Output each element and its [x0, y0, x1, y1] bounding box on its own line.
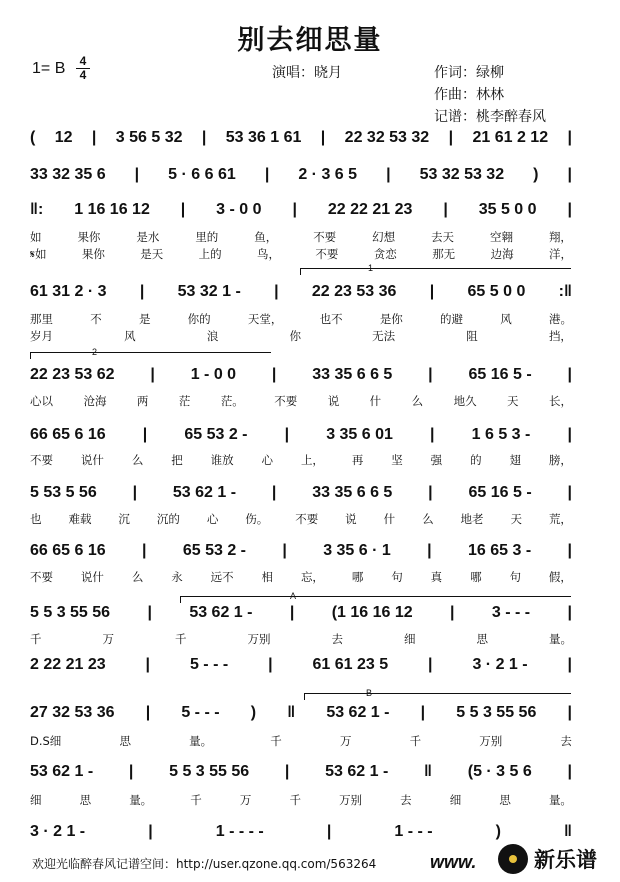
notation-row — [30, 282, 572, 302]
barline: | — [142, 426, 148, 443]
measure-notes: 3 35 6 · 1 — [323, 542, 391, 559]
lyric-syllable: 边海 — [490, 247, 514, 261]
logo-text: 新乐谱 — [534, 848, 597, 872]
measure-notes: 22 32 53 32 — [344, 129, 430, 146]
lyric-syllable: 量。 — [189, 734, 213, 748]
lyric-syllable: 是水 — [136, 230, 160, 244]
lyric-syllable: 去 — [331, 632, 343, 646]
lyric-syllable: 去天 — [431, 230, 455, 244]
barline: | — [264, 166, 270, 183]
lyric-syllable: 万别 — [479, 734, 503, 748]
barline: | — [386, 166, 391, 183]
measure-notes: 1 6 5 3 - — [471, 426, 531, 443]
lyric-syllable: 去 — [560, 734, 572, 748]
measure-notes: 16 65 3 - — [468, 542, 532, 559]
time-signature — [76, 56, 90, 81]
vinyl-disc-icon — [498, 844, 528, 874]
lyric-syllable: 么 — [131, 453, 144, 467]
barline: | — [428, 656, 433, 673]
lyric-syllable: 什 — [383, 512, 396, 526]
lyric-syllable: 思 — [119, 734, 131, 748]
lyric-syllable: 港。 — [548, 312, 572, 326]
measure-notes: 53 32 1 - — [177, 283, 241, 300]
lyric-syllable: 阻 — [466, 329, 478, 343]
lyric-syllable: 量。 — [548, 793, 572, 807]
barline: | — [567, 704, 572, 721]
lyric-syllable: 细 — [449, 793, 462, 807]
lyric-row — [30, 631, 572, 647]
volta-2-bracket — [30, 352, 271, 359]
barline: ) — [250, 704, 257, 721]
measure-notes: 1 - - - - — [215, 823, 264, 840]
barline: | — [326, 823, 332, 840]
measure-notes: 5 · 6 6 61 — [168, 166, 236, 183]
lyric-syllable: 强 — [430, 453, 443, 467]
lyric-syllable: 浪 — [206, 329, 219, 343]
lyric-syllable: 沧海 — [83, 394, 107, 408]
lyric-syllable: 量。 — [549, 632, 572, 646]
lyric-row — [30, 733, 572, 749]
lyric-syllable: 忘， — [300, 570, 324, 584]
lyric-syllable: 万 — [239, 793, 252, 807]
barline: | — [567, 366, 572, 383]
lyric-syllable: 是天 — [140, 247, 164, 261]
barline: | — [284, 763, 290, 780]
notation-row — [30, 200, 572, 220]
lyric-row — [30, 246, 572, 262]
lyric-syllable: 思 — [499, 793, 511, 807]
lyric-syllable: 句 — [509, 570, 521, 584]
volta-1-bracket — [300, 268, 571, 275]
measure-notes: 33 35 6 6 5 — [312, 484, 393, 501]
measure-notes: 5 - - - — [181, 704, 220, 721]
lyric-syllable: 心 — [206, 512, 219, 526]
measure-notes: 61 31 2 · 3 — [30, 283, 107, 300]
lyricist-credit: 作词：绿柳 — [434, 65, 504, 81]
measure-notes: 22 22 21 23 — [327, 201, 413, 218]
lyric-syllable: 远不 — [210, 570, 234, 584]
measure-notes: 1 - - - — [394, 823, 433, 840]
notation-row — [30, 541, 572, 561]
measure-notes: 2 22 21 23 — [30, 656, 106, 673]
measure-notes: 3 · 2 1 - — [472, 656, 528, 673]
lyric-row — [30, 569, 572, 585]
lyric-syllable: 贪恋 — [373, 247, 397, 261]
lyric-syllable: 天 — [510, 512, 522, 526]
lyric-syllable: 的避 — [440, 312, 464, 326]
barline: | — [428, 484, 433, 501]
lyric-syllable: 上的 — [198, 247, 222, 261]
measure-notes: 3 - - - — [491, 604, 531, 621]
notation-row — [30, 425, 572, 445]
lyric-syllable: 心 — [261, 453, 274, 467]
lyric-syllable: 万别 — [247, 632, 271, 646]
notation-row — [30, 483, 572, 503]
barline: | — [289, 604, 295, 621]
measure-notes: 65 16 5 - — [468, 484, 532, 501]
barline: | — [567, 763, 572, 780]
measure-notes: (5 · 3 5 6 — [467, 763, 532, 780]
lyric-syllable: 地久 — [453, 394, 477, 408]
measure-notes: 66 65 6 16 — [30, 426, 106, 443]
measure-notes: 53 62 1 - — [326, 704, 390, 721]
barline: ‖: — [30, 201, 44, 218]
barline: | — [201, 129, 207, 146]
lyric-row — [30, 511, 572, 527]
lyric-syllable: 千 — [190, 793, 202, 807]
lyric-syllable: 你 — [289, 329, 301, 343]
composer-credit: 作曲：林林 — [434, 87, 504, 103]
lyric-syllable: 千 — [175, 632, 187, 646]
measure-notes: 61 61 23 5 — [312, 656, 389, 673]
lyric-syllable: 茫。 — [220, 394, 244, 408]
measure-notes: 65 53 2 - — [184, 426, 248, 443]
measure-notes: 12 — [54, 129, 73, 146]
measure-notes: 65 16 5 - — [468, 366, 532, 383]
measure-notes: 5 5 3 55 56 — [456, 704, 537, 721]
barline: | — [443, 201, 448, 218]
barline: | — [268, 656, 273, 673]
lyric-syllable: 不要 — [30, 453, 53, 467]
volta-2-label: 2 — [92, 347, 98, 357]
brand-logo — [498, 840, 616, 878]
lyric-syllable: 不要 — [315, 247, 339, 261]
lyric-syllable: 句 — [391, 570, 403, 584]
notation-row — [30, 655, 572, 675]
notation-row — [30, 365, 572, 385]
notation-row — [30, 703, 572, 723]
lyric-syllable: 坚 — [391, 453, 403, 467]
watermark: www. — [430, 852, 477, 872]
measure-notes: 1 16 16 12 — [74, 201, 150, 218]
measure-notes: 27 32 53 36 — [30, 704, 115, 721]
lyric-syllable: 是你 — [379, 312, 403, 326]
measure-notes: 53 62 1 - — [172, 484, 237, 501]
measure-notes: (1 16 16 12 — [331, 604, 413, 621]
lyric-syllable: 说什 — [80, 453, 104, 467]
song-title: 别去细思量 — [237, 25, 383, 56]
barline: ‖ — [424, 763, 432, 780]
barline: | — [448, 129, 454, 146]
time-signature-bottom: 4 — [79, 68, 87, 82]
barline: | — [427, 542, 432, 559]
measure-notes: 53 32 53 32 — [419, 166, 505, 183]
barline: ‖ — [287, 704, 296, 721]
barline: | — [91, 129, 97, 146]
lyric-syllable: 量。 — [129, 793, 153, 807]
lyric-syllable: D.S细 — [30, 734, 62, 748]
notation-row — [30, 762, 572, 782]
lyric-syllable: 思 — [476, 632, 488, 646]
barline: | — [271, 484, 277, 501]
barline: | — [567, 656, 572, 673]
lyric-syllable: 万 — [339, 734, 352, 748]
lyric-syllable: 无法 — [372, 329, 396, 343]
barline: | — [134, 166, 140, 183]
lyric-syllable: 也 — [30, 512, 42, 526]
lyric-syllable: 岁月 — [30, 329, 53, 343]
notation-row — [30, 165, 572, 185]
lyric-syllable: 永 — [171, 570, 183, 584]
section-b-bracket — [304, 693, 571, 700]
lyric-syllable: 荒， — [548, 512, 572, 526]
barline: | — [567, 166, 572, 183]
lyric-syllable: 那无 — [432, 247, 456, 261]
measure-notes: 5 53 5 56 — [30, 484, 97, 501]
lyric-row — [30, 452, 572, 468]
barline: | — [567, 201, 572, 218]
barline: | — [180, 201, 186, 218]
volta-1-label: 1 — [368, 263, 374, 273]
barline: ) — [533, 166, 539, 183]
measure-notes: 35 5 0 0 — [478, 201, 537, 218]
lyric-syllable: 天堂， — [247, 312, 283, 326]
lyric-syllable: 风 — [500, 312, 512, 326]
notation-row — [30, 603, 572, 623]
measure-notes: 53 62 1 - — [189, 604, 253, 621]
lyric-syllable: 幻想 — [372, 230, 396, 244]
lyric-syllable: 两 — [136, 394, 149, 408]
lyric-syllable: 说 — [345, 512, 357, 526]
lyric-syllable: 千 — [270, 734, 282, 748]
lyric-syllable: 哪 — [470, 570, 482, 584]
barline: ( — [30, 129, 36, 146]
lyric-syllable: 么 — [422, 512, 434, 526]
measure-notes: 3 56 5 32 — [115, 129, 183, 146]
lyric-syllable: 伤。 — [245, 512, 269, 526]
barline: | — [128, 763, 134, 780]
lyric-syllable: 什 — [369, 394, 382, 408]
barline: | — [150, 366, 155, 383]
lyric-syllable: 如 — [30, 230, 42, 244]
lyric-syllable: 地老 — [460, 512, 484, 526]
notation-row — [30, 822, 572, 842]
barline: ‖ — [564, 823, 572, 840]
measure-notes: 1 - 0 0 — [190, 366, 237, 383]
lyric-syllable: 空翱 — [490, 230, 513, 244]
lyric-syllable: 你的 — [187, 312, 211, 326]
footer-text: 欢迎光临醉春风记谱空间：http://user.qzone.qq.com/563264 — [32, 857, 377, 871]
lyric-syllable: 去 — [400, 793, 412, 807]
lyric-syllable: 鸟， — [257, 247, 281, 261]
lyric-syllable: 翔， — [548, 230, 572, 244]
barline: | — [148, 823, 153, 840]
barline: | — [567, 542, 572, 559]
lyric-syllable: 千 — [409, 734, 422, 748]
barline: | — [282, 542, 287, 559]
lyric-syllable: 不要 — [274, 394, 298, 408]
barline: | — [567, 484, 572, 501]
lyric-syllable: 不要 — [30, 570, 53, 584]
lyric-syllable: 万 — [102, 632, 114, 646]
barline: | — [430, 426, 435, 443]
lyric-syllable: 膀， — [548, 453, 572, 467]
measure-notes: 2 · 3 6 5 — [298, 166, 358, 183]
lyric-syllable: 难载 — [68, 512, 92, 526]
measure-notes: 3 - 0 0 — [216, 201, 262, 218]
barline: | — [420, 704, 426, 721]
lyric-syllable: 么 — [411, 394, 424, 408]
barline: | — [284, 426, 290, 443]
transcriber-credit: 记谱：桃李醉春风 — [434, 109, 546, 125]
lyric-syllable: 果你 — [81, 247, 105, 261]
lyric-syllable: 细 — [404, 632, 416, 646]
lyric-syllable: 谁放 — [210, 453, 234, 467]
lyric-row — [30, 792, 572, 808]
lyric-syllable: 长， — [548, 394, 572, 408]
barline: | — [292, 201, 297, 218]
barline: | — [139, 283, 145, 300]
time-signature-top: 4 — [79, 54, 87, 68]
lyric-syllable: 假， — [548, 570, 572, 584]
lyric-syllable: 鱼， — [254, 230, 278, 244]
measure-notes: 33 35 6 6 5 — [312, 366, 393, 383]
barline: | — [145, 656, 151, 673]
barline: | — [320, 129, 326, 146]
measure-notes: 65 5 0 0 — [467, 283, 526, 300]
section-b-label: B — [366, 688, 373, 698]
measure-notes: 21 61 2 12 — [472, 129, 549, 146]
lyric-syllable: 茫 — [178, 394, 191, 408]
measure-notes: 33 32 35 6 — [30, 166, 106, 183]
lyric-syllable: 说 — [327, 394, 340, 408]
measure-notes: 66 65 6 16 — [30, 542, 106, 559]
barline: | — [567, 604, 572, 621]
lyric-syllable: 再 — [351, 453, 364, 467]
barline: | — [145, 704, 151, 721]
barline: | — [450, 604, 455, 621]
lyric-syllable: 不 — [90, 312, 102, 326]
lyric-syllable: 思 — [79, 793, 92, 807]
lyric-syllable: 千 — [30, 632, 42, 646]
lyric-syllable: 里的 — [195, 230, 219, 244]
lyric-syllable: 心以 — [30, 394, 53, 408]
lyric-syllable: 天 — [507, 394, 519, 408]
lyric-syllable: 沉 — [118, 512, 130, 526]
section-a-label: A — [290, 591, 297, 601]
measure-notes: 53 36 1 61 — [225, 129, 302, 146]
lyric-syllable: 不要 — [295, 512, 319, 526]
lyric-syllable: 万别 — [339, 793, 363, 807]
lyric-row — [30, 229, 572, 245]
lyric-syllable: 也不 — [319, 312, 343, 326]
measure-notes: 5 5 3 55 56 — [169, 763, 250, 780]
lyric-syllable: 上， — [300, 453, 324, 467]
barline: | — [567, 426, 572, 443]
lyric-syllable: 挡， — [548, 329, 572, 343]
lyric-syllable: 沉的 — [156, 512, 180, 526]
barline: ) — [495, 823, 501, 840]
key-signature: 1= B — [32, 60, 66, 77]
lyric-syllable: 说什 — [80, 570, 104, 584]
lyric-syllable: 洋， — [548, 247, 572, 261]
lyric-syllable: 的 — [470, 453, 482, 467]
measure-notes: 3 · 2 1 - — [30, 823, 86, 840]
lyric-syllable: 相 — [261, 570, 274, 584]
lyric-syllable: 那里 — [30, 312, 53, 326]
lyric-syllable: 翅 — [509, 453, 521, 467]
barline: | — [567, 129, 572, 146]
measure-notes: 22 23 53 62 — [30, 366, 115, 383]
section-a-bracket — [180, 596, 571, 603]
lyric-row — [30, 393, 572, 409]
barline: | — [271, 366, 277, 383]
lyric-syllable: 真 — [430, 570, 443, 584]
barline: | — [429, 283, 435, 300]
measure-notes: 5 - - - — [189, 656, 229, 673]
singer-credit: 演唱：晓月 — [272, 65, 342, 81]
lyric-syllable: 是 — [138, 312, 151, 326]
measure-notes: 22 23 53 36 — [311, 283, 397, 300]
lyric-syllable: 么 — [131, 570, 144, 584]
lyric-syllable: 千 — [289, 793, 301, 807]
lyric-row — [30, 328, 572, 344]
measure-notes: 65 53 2 - — [182, 542, 246, 559]
barline: | — [428, 366, 433, 383]
lyric-syllable: 𝄋如 — [30, 247, 47, 261]
lyric-syllable: 细 — [30, 793, 42, 807]
measure-notes: 53 62 1 - — [30, 763, 94, 780]
measure-notes: 53 62 1 - — [325, 763, 389, 780]
barline: | — [147, 604, 152, 621]
barline: :‖ — [558, 283, 572, 300]
lyric-syllable: 哪 — [351, 570, 364, 584]
lyric-syllable: 果你 — [77, 230, 101, 244]
barline: | — [141, 542, 147, 559]
lyric-syllable: 把 — [171, 453, 183, 467]
lyric-row — [30, 311, 572, 327]
measure-notes: 5 5 3 55 56 — [30, 604, 111, 621]
notation-row — [30, 128, 572, 148]
lyric-syllable: 不要 — [313, 230, 337, 244]
barline: | — [132, 484, 138, 501]
barline: | — [274, 283, 279, 300]
lyric-syllable: 风 — [124, 329, 136, 343]
measure-notes: 3 35 6 01 — [326, 426, 393, 443]
